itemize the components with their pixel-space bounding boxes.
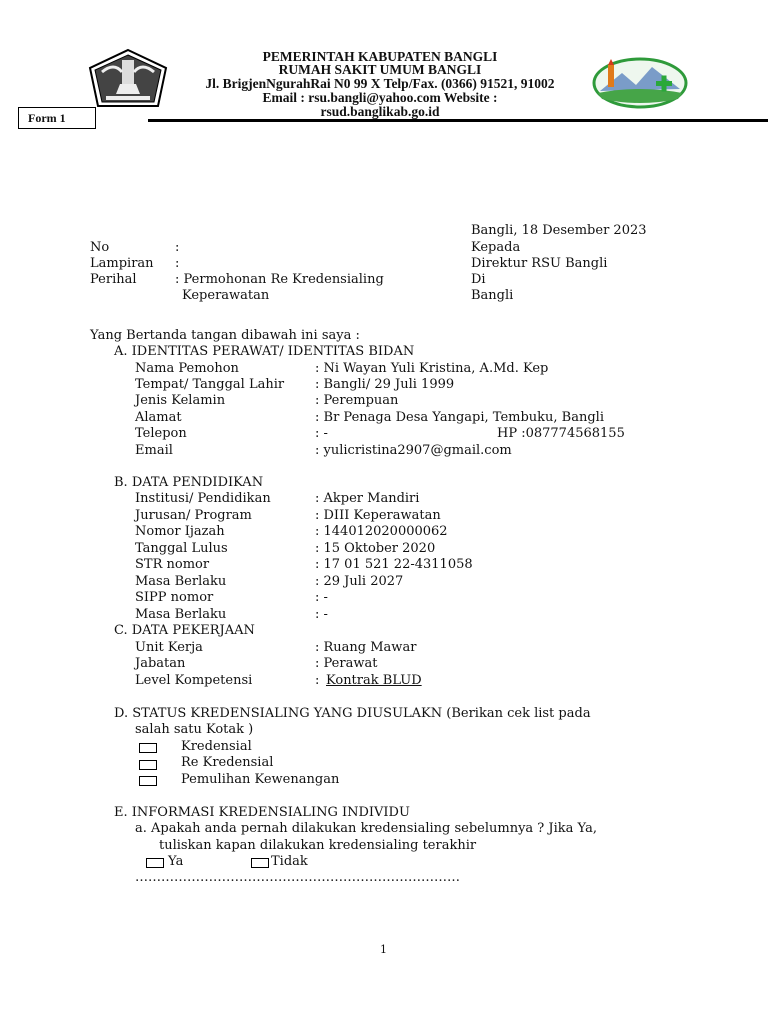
level-kompetensi-value: Kontrak BLUD: [326, 673, 422, 688]
header-email: Email : rsu.bangli@yahoo.com Website :: [262, 90, 498, 105]
field-value: : 144012020000062: [315, 524, 448, 539]
field-label: Masa Berlaku: [135, 574, 227, 589]
field-value: : DIII Keperawatan: [315, 508, 441, 523]
question-a-cont: tuliskan kapan dilakukan kredensialing terakhir: [159, 838, 477, 853]
section-c-title: C. DATA PEKERJAAN: [114, 623, 255, 638]
header-government: PEMERINTAH KABUPATEN BANGLI: [262, 49, 498, 64]
option-label: Re Kredensial: [181, 755, 274, 770]
field-value: : Perawat: [315, 656, 378, 671]
tidak-label: Tidak: [271, 854, 308, 869]
form-number-box: Form 1: [18, 107, 96, 129]
letter-date: Bangli, 18 Desember 2023: [471, 223, 647, 238]
lampiran-value: :: [175, 256, 180, 271]
field-value: : Bangli/ 29 Juli 1999: [315, 377, 455, 392]
field-value: : yulicristina2907@gmail.com: [315, 443, 512, 458]
header-divider: [148, 119, 768, 122]
field-value: : Perempuan: [315, 393, 399, 408]
header-website: rsud.banglikab.go.id: [320, 104, 440, 119]
field-label: Nomor Ijazah: [135, 524, 225, 539]
field-value: : -: [315, 426, 328, 441]
field-label: Institusi/ Pendidikan: [135, 491, 271, 506]
field-label: Masa Berlaku: [135, 607, 227, 622]
field-label: STR nomor: [135, 557, 210, 572]
field-value: : 15 Oktober 2020: [315, 541, 436, 556]
perihal-value-cont: Keperawatan: [182, 288, 270, 303]
field-label: Telepon: [135, 426, 187, 441]
header-hospital: RUMAH SAKIT UMUM BANGLI: [278, 62, 482, 77]
field-value: : -: [315, 607, 328, 622]
field-label: Alamat: [135, 410, 182, 425]
addressee-line: Kepada: [471, 240, 521, 255]
field-label: Tempat/ Tanggal Lahir: [135, 377, 285, 392]
addressee-line: Di: [471, 272, 486, 287]
field-value: : 17 01 521 22-4311058: [315, 557, 473, 572]
section-b-title: B. DATA PENDIDIKAN: [114, 475, 264, 490]
field-value: :: [315, 673, 320, 688]
option-label: Kredensial: [181, 739, 252, 754]
field-value: : Br Penaga Desa Yangapi, Tembuku, Bangli: [315, 410, 604, 425]
field-label: Nama Pemohon: [135, 361, 239, 376]
no-label: No: [90, 240, 110, 255]
perihal-value: : Permohonan Re Kredensialing: [175, 272, 384, 287]
field-value: : Ruang Mawar: [315, 640, 417, 655]
field-label: Unit Kerja: [135, 640, 203, 655]
kredensial-checkbox[interactable]: [139, 743, 157, 753]
perihal-label: Perihal: [90, 272, 137, 287]
field-value: : Ni Wayan Yuli Kristina, A.Md. Kep: [315, 361, 549, 376]
header-address: Jl. BrigjenNgurahRai N0 99 X Telp/Fax. (0366) 91521, 91002: [205, 76, 555, 91]
hospital-logo: [592, 55, 688, 109]
section-d-title-cont: salah satu Kotak ): [135, 722, 254, 737]
field-value: : Akper Mandiri: [315, 491, 420, 506]
field-label: Jurusan/ Program: [135, 508, 252, 523]
answer-dotted-line: …………………………………………………………………: [135, 870, 460, 885]
re-kredensial-checkbox[interactable]: [139, 760, 157, 770]
ya-label: Ya: [168, 854, 184, 869]
intro-text: Yang Bertanda tangan dibawah ini saya :: [90, 328, 360, 343]
field-value: : -: [315, 590, 328, 605]
field-label: SIPP nomor: [135, 590, 214, 605]
addressee-line: Direktur RSU Bangli: [471, 256, 608, 271]
hp-number: HP :087774568155: [497, 426, 625, 441]
lampiran-label: Lampiran: [90, 256, 154, 271]
no-value: :: [175, 240, 180, 255]
field-label: Jabatan: [135, 656, 186, 671]
section-d-title: D. STATUS KREDENSIALING YANG DIUSULAKN (Berikan cek list pada: [114, 706, 591, 721]
section-a-title: A. IDENTITAS PERAWAT/ IDENTITAS BIDAN: [114, 344, 415, 359]
page-number: 1: [380, 943, 387, 956]
pemulihan-kewenangan-checkbox[interactable]: [139, 776, 157, 786]
field-label: Level Kompetensi: [135, 673, 253, 688]
section-e-title: E. INFORMASI KREDENSIALING INDIVIDU: [114, 805, 410, 820]
ya-checkbox[interactable]: [146, 858, 164, 868]
question-a: a. Apakah anda pernah dilakukan kredensialing sebelumnya ? Jika Ya,: [135, 821, 597, 836]
field-label: Jenis Kelamin: [135, 393, 226, 408]
tidak-checkbox[interactable]: [251, 858, 269, 868]
addressee-line: Bangli: [471, 288, 514, 303]
field-value: : 29 Juli 2027: [315, 574, 404, 589]
option-label: Pemulihan Kewenangan: [181, 772, 340, 787]
field-label: Tanggal Lulus: [135, 541, 228, 556]
field-label: Email: [135, 443, 173, 458]
